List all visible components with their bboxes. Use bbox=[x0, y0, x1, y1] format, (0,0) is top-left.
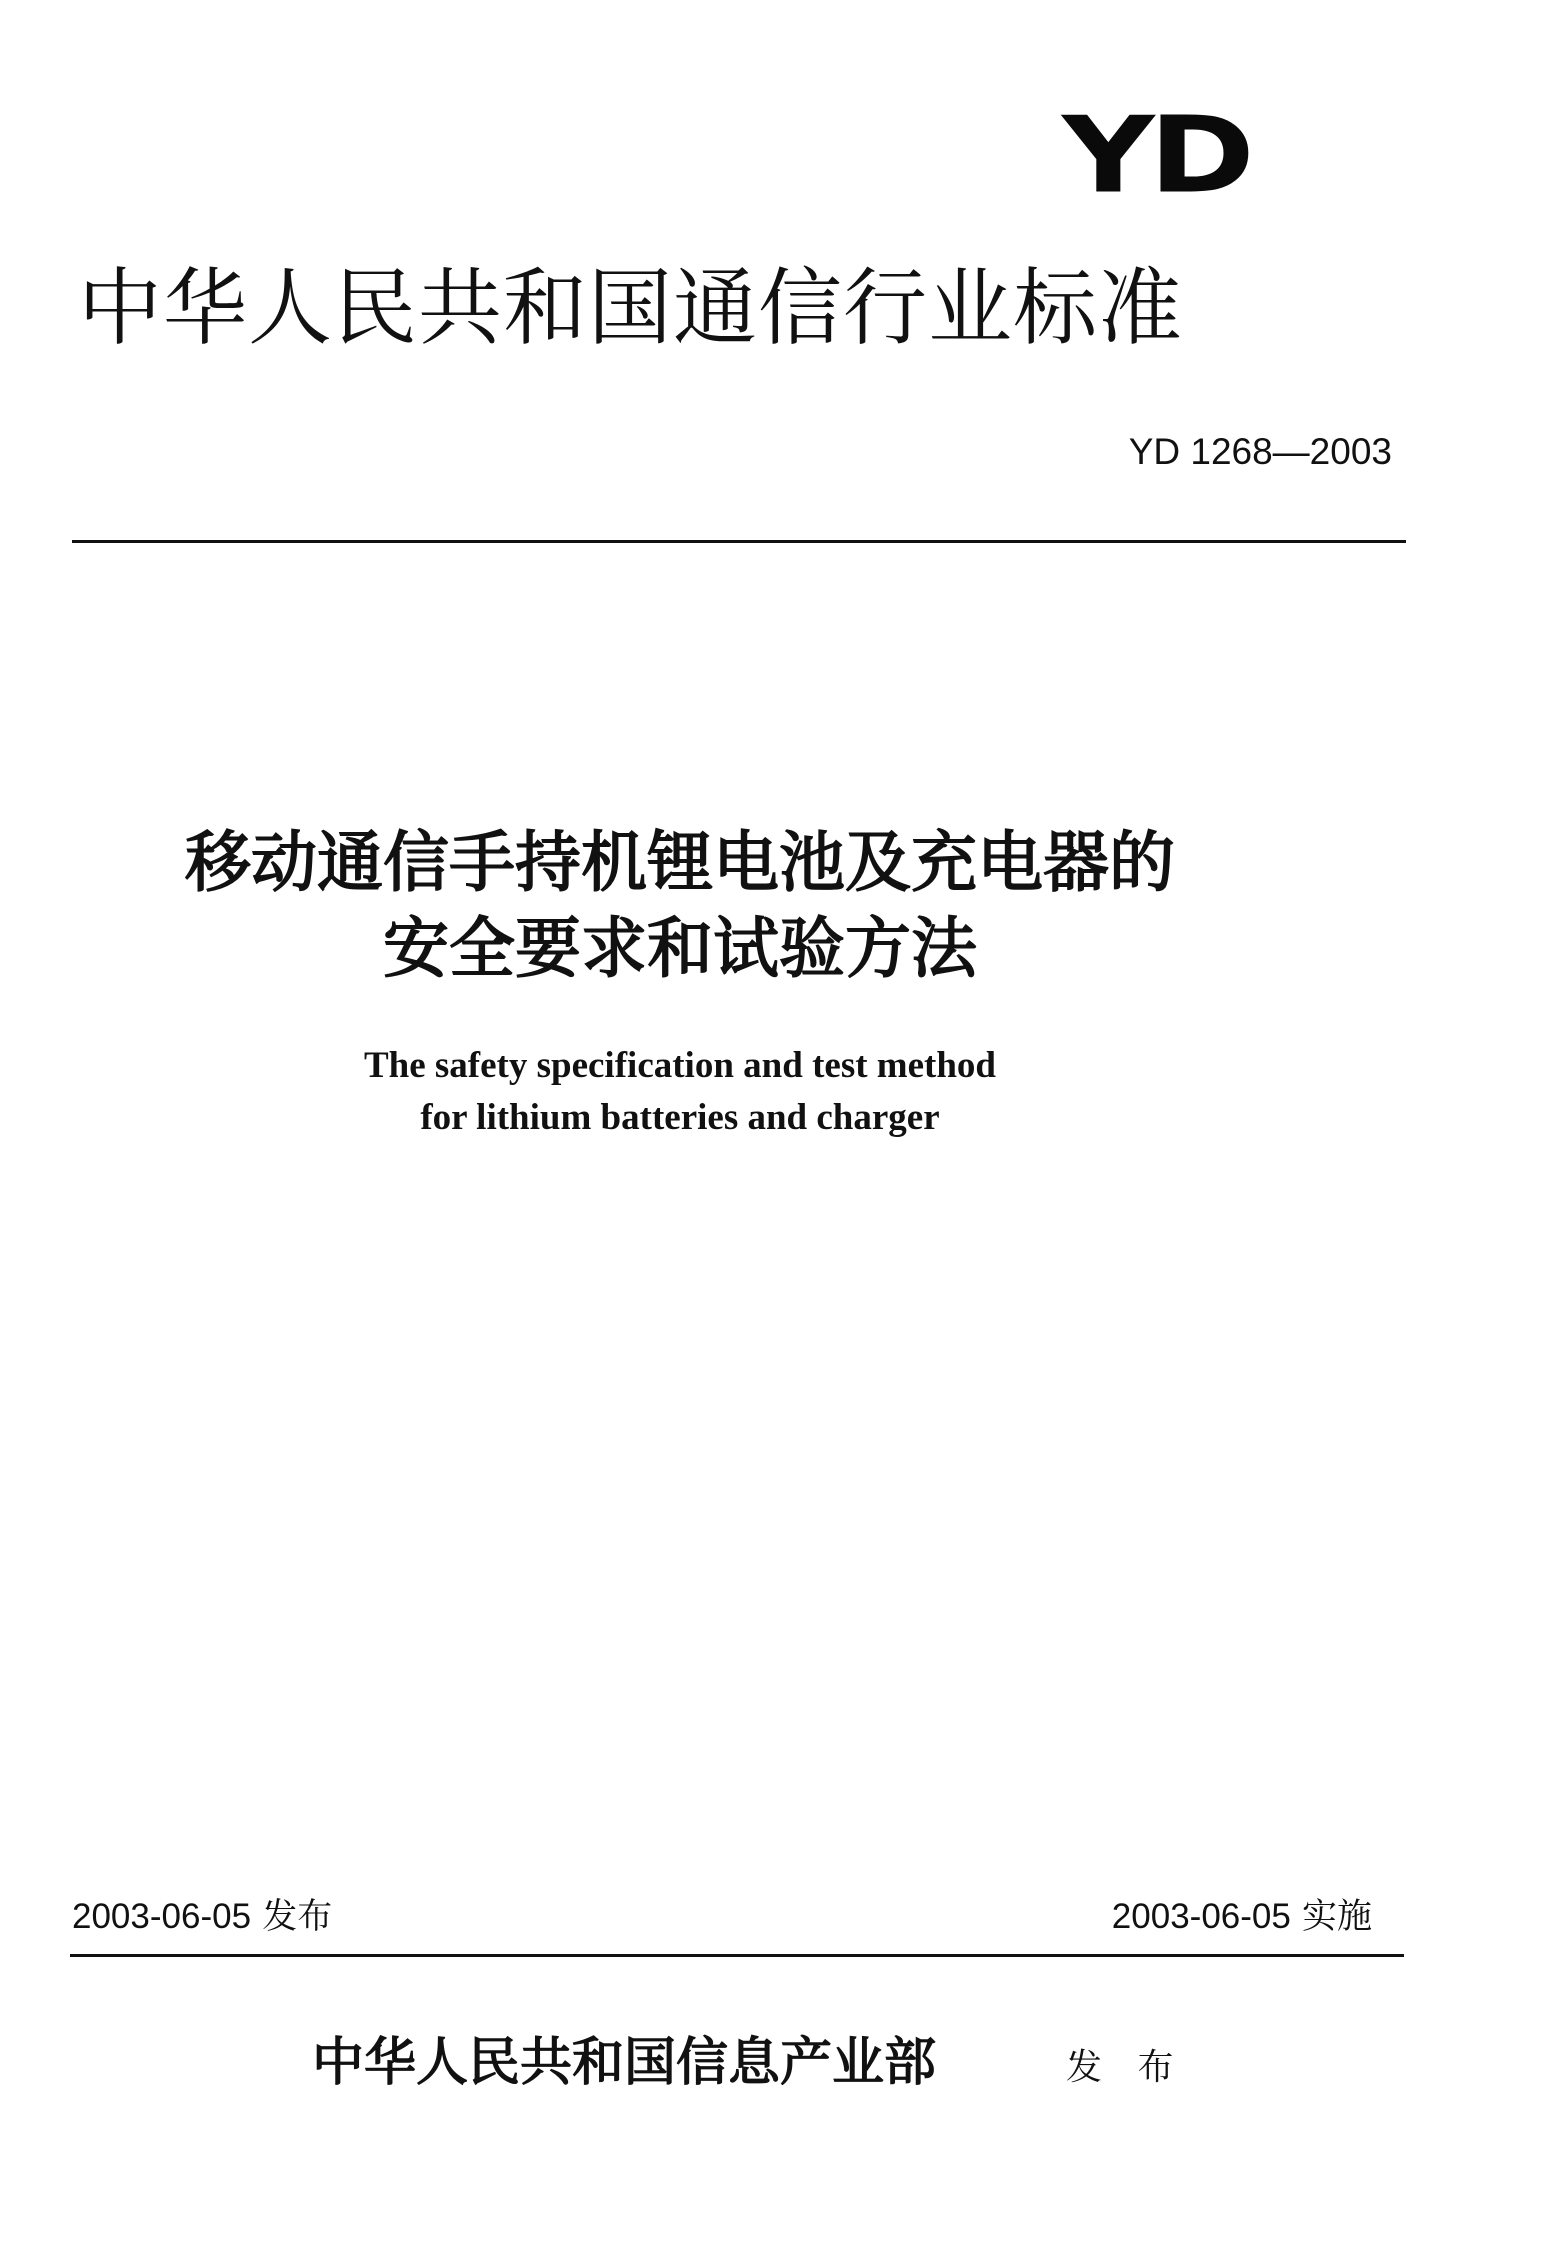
implement-date: 2003-06-05 bbox=[1111, 1897, 1291, 1936]
english-title bbox=[0, 1040, 1360, 1144]
issue-label: 发布 bbox=[262, 1897, 333, 1937]
issue-date: 2003-06-05 bbox=[72, 1897, 252, 1936]
publish-label: 发 布 bbox=[1066, 2047, 1186, 2088]
chinese-title-line-1: 移动通信手持机锂电池及充电器的 bbox=[185, 824, 1175, 901]
top-divider bbox=[72, 540, 1406, 543]
standard-category-title: 中华人民共和国通信行业标准 bbox=[78, 259, 1184, 357]
english-title-line-1: The safety specification and test method bbox=[363, 1045, 997, 1086]
bottom-divider bbox=[70, 1954, 1404, 1957]
implement-date-block bbox=[1112, 1894, 1372, 1940]
publisher-name: 中华人民共和国信息产业部 bbox=[312, 2032, 937, 2093]
standard-code: YD 1268—2003 bbox=[1128, 431, 1392, 472]
chinese-title bbox=[0, 820, 1360, 992]
implement-label: 实施 bbox=[1301, 1897, 1372, 1937]
english-title-line-2: for lithium batteries and charger bbox=[420, 1097, 940, 1138]
yd-logo: YD bbox=[1062, 94, 1249, 217]
issue-date-block bbox=[72, 1894, 332, 1940]
chinese-title-line-2: 安全要求和试验方法 bbox=[383, 910, 977, 987]
